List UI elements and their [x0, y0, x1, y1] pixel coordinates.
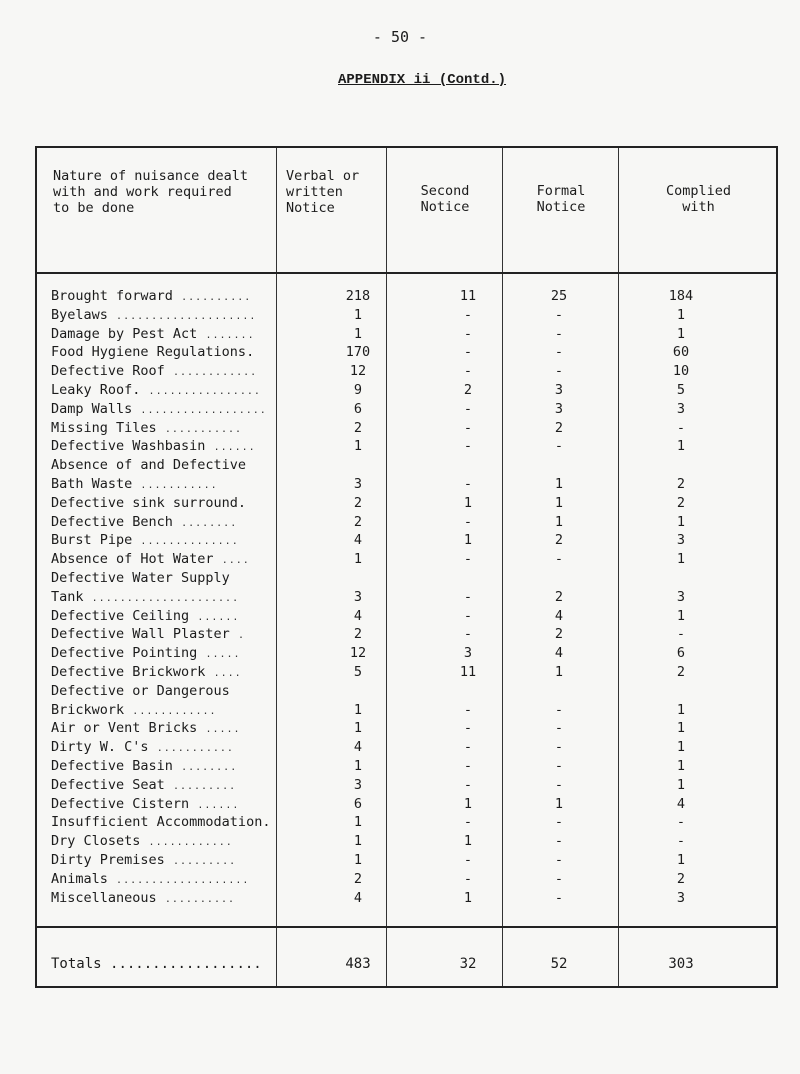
cell-complied: 1: [676, 513, 686, 530]
cell-second: -: [463, 758, 473, 774]
row-label: Burst Pipe ..............: [51, 532, 239, 549]
table-row: [37, 664, 776, 681]
cell-complied: 6: [676, 645, 686, 662]
cell-complied: -: [676, 626, 686, 643]
row-label: Defective Brickwork ....: [51, 664, 242, 680]
cell-second: -: [463, 325, 473, 342]
cell-formal: 25: [550, 288, 568, 304]
table-row: [37, 326, 776, 343]
cell-complied: 1: [676, 739, 686, 756]
header-verbal: Verbal or written Notice: [286, 168, 360, 216]
cell-formal: -: [554, 344, 564, 361]
cell-second: -: [463, 720, 473, 737]
row-label: Defective Wall Plaster .: [51, 626, 245, 643]
table-row: [37, 833, 776, 850]
row-label: Food Hygiene Regulations.: [51, 344, 255, 361]
table-row: [37, 401, 776, 418]
row-label: Defective Pointing .....: [51, 645, 241, 662]
cell-verbal: 1: [353, 720, 363, 737]
cell-second: -: [463, 551, 473, 568]
row-label: Byelaws ....................: [51, 306, 257, 323]
header-formal: Formal Notice: [536, 183, 586, 215]
cell-second: -: [463, 400, 473, 417]
table-row: [37, 495, 776, 512]
cell-second: -: [463, 419, 473, 436]
cell-verbal: 4: [353, 532, 363, 549]
cell-verbal: 218: [345, 288, 371, 304]
totals-complied: 303: [668, 956, 694, 972]
table-row: [37, 645, 776, 662]
totals-formal: 52: [550, 956, 568, 972]
cell-complied: 1: [676, 720, 686, 737]
cell-second: -: [463, 776, 473, 793]
cell-formal: 2: [554, 626, 564, 643]
cell-formal: -: [554, 363, 564, 380]
totals-divider: [37, 926, 776, 928]
row-label: Brought forward ..........: [51, 288, 252, 304]
row-label: Damp Walls ..................: [51, 400, 267, 417]
cell-complied: 1: [676, 306, 686, 323]
cell-complied: 1: [676, 551, 686, 568]
cell-formal: 1: [554, 664, 564, 680]
cell-verbal: 170: [345, 344, 371, 361]
cell-formal: 1: [554, 513, 564, 530]
row-label: Defective Ceiling ......: [51, 607, 240, 624]
cell-formal: 1: [554, 494, 564, 511]
cell-complied: 1: [676, 852, 686, 868]
cell-verbal: 1: [353, 306, 363, 323]
cell-complied: 1: [676, 758, 686, 774]
header-divider: [37, 272, 776, 274]
cell-formal: 4: [554, 607, 564, 624]
table-row: [37, 532, 776, 549]
table-row: [37, 739, 776, 756]
row-label: Miscellaneous ..........: [51, 889, 236, 906]
table-row: [37, 382, 776, 399]
cell-second: 1: [463, 795, 473, 812]
table-row: [37, 457, 776, 474]
cell-verbal: 5: [353, 664, 363, 680]
cell-verbal: 1: [353, 758, 363, 774]
cell-formal: -: [554, 758, 564, 774]
cell-verbal: 1: [353, 325, 363, 342]
table-row: [37, 551, 776, 568]
appendix-title: APPENDIX ii (Contd.): [338, 72, 507, 88]
cell-verbal: 4: [353, 739, 363, 756]
cell-second: 2: [463, 382, 473, 398]
table-row: [37, 720, 776, 737]
row-label: Brickwork ............: [51, 701, 217, 718]
cell-verbal: 1: [353, 833, 363, 850]
cell-second: 11: [459, 664, 477, 680]
cell-verbal: 12: [349, 645, 367, 662]
table-row: [37, 777, 776, 794]
row-label: Defective or Dangerous: [51, 682, 230, 699]
cell-verbal: 6: [353, 795, 363, 812]
cell-complied: 1: [676, 607, 686, 624]
cell-second: 1: [463, 494, 473, 511]
cell-verbal: 2: [353, 419, 363, 436]
table-row: [37, 363, 776, 380]
cell-verbal: 1: [353, 701, 363, 718]
cell-verbal: 2: [353, 870, 363, 887]
cell-complied: 1: [676, 776, 686, 793]
table-row: [37, 608, 776, 625]
cell-complied: 1: [676, 701, 686, 718]
cell-formal: -: [554, 551, 564, 568]
row-label: Defective sink surround.: [51, 494, 247, 511]
nuisance-table: [35, 146, 778, 988]
row-label: Absence of Hot Water ....: [51, 551, 250, 568]
row-label: Defective Water Supply: [51, 570, 230, 586]
cell-verbal: 6: [353, 400, 363, 417]
row-label: Defective Washbasin ......: [51, 438, 256, 455]
cell-second: -: [463, 701, 473, 718]
row-label: Missing Tiles ...........: [51, 419, 243, 436]
row-label: Defective Cistern ......: [51, 795, 240, 812]
table-row: [37, 438, 776, 455]
cell-formal: -: [554, 325, 564, 342]
cell-formal: -: [554, 814, 564, 831]
cell-second: -: [463, 363, 473, 380]
cell-verbal: 2: [353, 494, 363, 511]
cell-formal: -: [554, 438, 564, 455]
row-label: Insufficient Accommodation.: [51, 814, 271, 831]
table-row: [37, 702, 776, 719]
cell-second: -: [463, 870, 473, 887]
cell-complied: 2: [676, 664, 686, 680]
cell-formal: -: [554, 852, 564, 868]
cell-second: -: [463, 306, 473, 323]
cell-complied: 3: [676, 400, 686, 417]
cell-formal: 3: [554, 382, 564, 398]
cell-second: -: [463, 588, 473, 605]
cell-second: 1: [463, 833, 473, 850]
row-label: Leaky Roof. ................: [51, 382, 261, 398]
cell-second: -: [463, 739, 473, 756]
header-nature: Nature of nuisance dealt with and work required to be done: [53, 168, 249, 216]
cell-verbal: 1: [353, 852, 363, 868]
cell-verbal: 4: [353, 889, 363, 906]
cell-verbal: 9: [353, 382, 363, 398]
page-number: - 50 -: [372, 28, 428, 46]
cell-verbal: 1: [353, 814, 363, 831]
table-row: [37, 589, 776, 606]
table-row: [37, 570, 776, 587]
cell-complied: 3: [676, 588, 686, 605]
cell-formal: -: [554, 870, 564, 887]
cell-formal: 1: [554, 795, 564, 812]
cell-second: -: [463, 344, 473, 361]
cell-formal: -: [554, 889, 564, 906]
table-row: [37, 890, 776, 907]
row-label: Dirty Premises .........: [51, 852, 237, 868]
row-label: Bath Waste ...........: [51, 476, 218, 492]
cell-second: -: [463, 852, 473, 868]
table-row: [37, 344, 776, 361]
table-row: [37, 514, 776, 531]
table-row: [37, 307, 776, 324]
cell-complied: -: [676, 419, 686, 436]
cell-complied: -: [676, 833, 686, 850]
table-row: [37, 796, 776, 813]
row-label: Defective Seat .........: [51, 776, 237, 793]
totals-verbal: 483: [345, 956, 371, 972]
cell-formal: -: [554, 739, 564, 756]
cell-second: -: [463, 607, 473, 624]
cell-complied: 2: [676, 476, 686, 492]
cell-verbal: 1: [353, 438, 363, 455]
cell-formal: -: [554, 701, 564, 718]
cell-complied: 3: [676, 532, 686, 549]
cell-second: 11: [459, 288, 477, 304]
cell-formal: -: [554, 776, 564, 793]
cell-complied: 1: [676, 325, 686, 342]
cell-complied: 1: [676, 438, 686, 455]
cell-verbal: 12: [349, 363, 367, 380]
table-row: [37, 420, 776, 437]
cell-second: 1: [463, 889, 473, 906]
cell-complied: 5: [676, 382, 686, 398]
cell-complied: 3: [676, 889, 686, 906]
cell-verbal: 3: [353, 776, 363, 793]
cell-verbal: 4: [353, 607, 363, 624]
cell-complied: 10: [672, 363, 690, 380]
cell-formal: 3: [554, 400, 564, 417]
cell-complied: 60: [672, 344, 690, 361]
table-row: [37, 814, 776, 831]
cell-second: -: [463, 438, 473, 455]
cell-complied: 2: [676, 870, 686, 887]
table-row: [37, 476, 776, 493]
cell-complied: 2: [676, 494, 686, 511]
table-row: [37, 683, 776, 700]
cell-formal: -: [554, 833, 564, 850]
table-row: [37, 871, 776, 888]
cell-verbal: 2: [353, 513, 363, 530]
totals-second: 32: [459, 956, 477, 972]
table-row: [37, 852, 776, 869]
cell-second: 1: [463, 532, 473, 549]
cell-verbal: 2: [353, 626, 363, 643]
header-complied: Complied with: [665, 183, 732, 215]
cell-formal: 1: [554, 476, 564, 492]
cell-complied: -: [676, 814, 686, 831]
cell-formal: -: [554, 720, 564, 737]
row-label: Dirty W. C's ...........: [51, 739, 234, 756]
row-label: Damage by Pest Act .......: [51, 325, 255, 342]
row-label: Dry Closets ............: [51, 833, 233, 850]
row-label: Defective Basin ........: [51, 758, 238, 774]
cell-complied: 4: [676, 795, 686, 812]
table-row: [37, 626, 776, 643]
cell-formal: -: [554, 306, 564, 323]
row-label: Defective Roof ............: [51, 363, 258, 380]
cell-second: -: [463, 513, 473, 530]
cell-formal: 2: [554, 419, 564, 436]
table-row: [37, 758, 776, 775]
row-label: Defective Bench ........: [51, 513, 238, 530]
cell-verbal: 3: [353, 588, 363, 605]
cell-second: 3: [463, 645, 473, 662]
cell-second: -: [463, 476, 473, 492]
row-label: Absence of and Defective: [51, 457, 247, 474]
cell-formal: 2: [554, 532, 564, 549]
cell-formal: 2: [554, 588, 564, 605]
cell-second: -: [463, 626, 473, 643]
row-label: Tank .....................: [51, 588, 240, 605]
cell-complied: 184: [668, 288, 694, 304]
row-label: Animals ...................: [51, 870, 250, 887]
totals-label: Totals ..................: [51, 956, 262, 972]
cell-second: -: [463, 814, 473, 831]
row-label: Air or Vent Bricks .....: [51, 720, 241, 737]
cell-verbal: 1: [353, 551, 363, 568]
table-row: [37, 288, 776, 305]
cell-verbal: 3: [353, 476, 363, 492]
cell-formal: 4: [554, 645, 564, 662]
header-second: Second Notice: [420, 183, 470, 215]
